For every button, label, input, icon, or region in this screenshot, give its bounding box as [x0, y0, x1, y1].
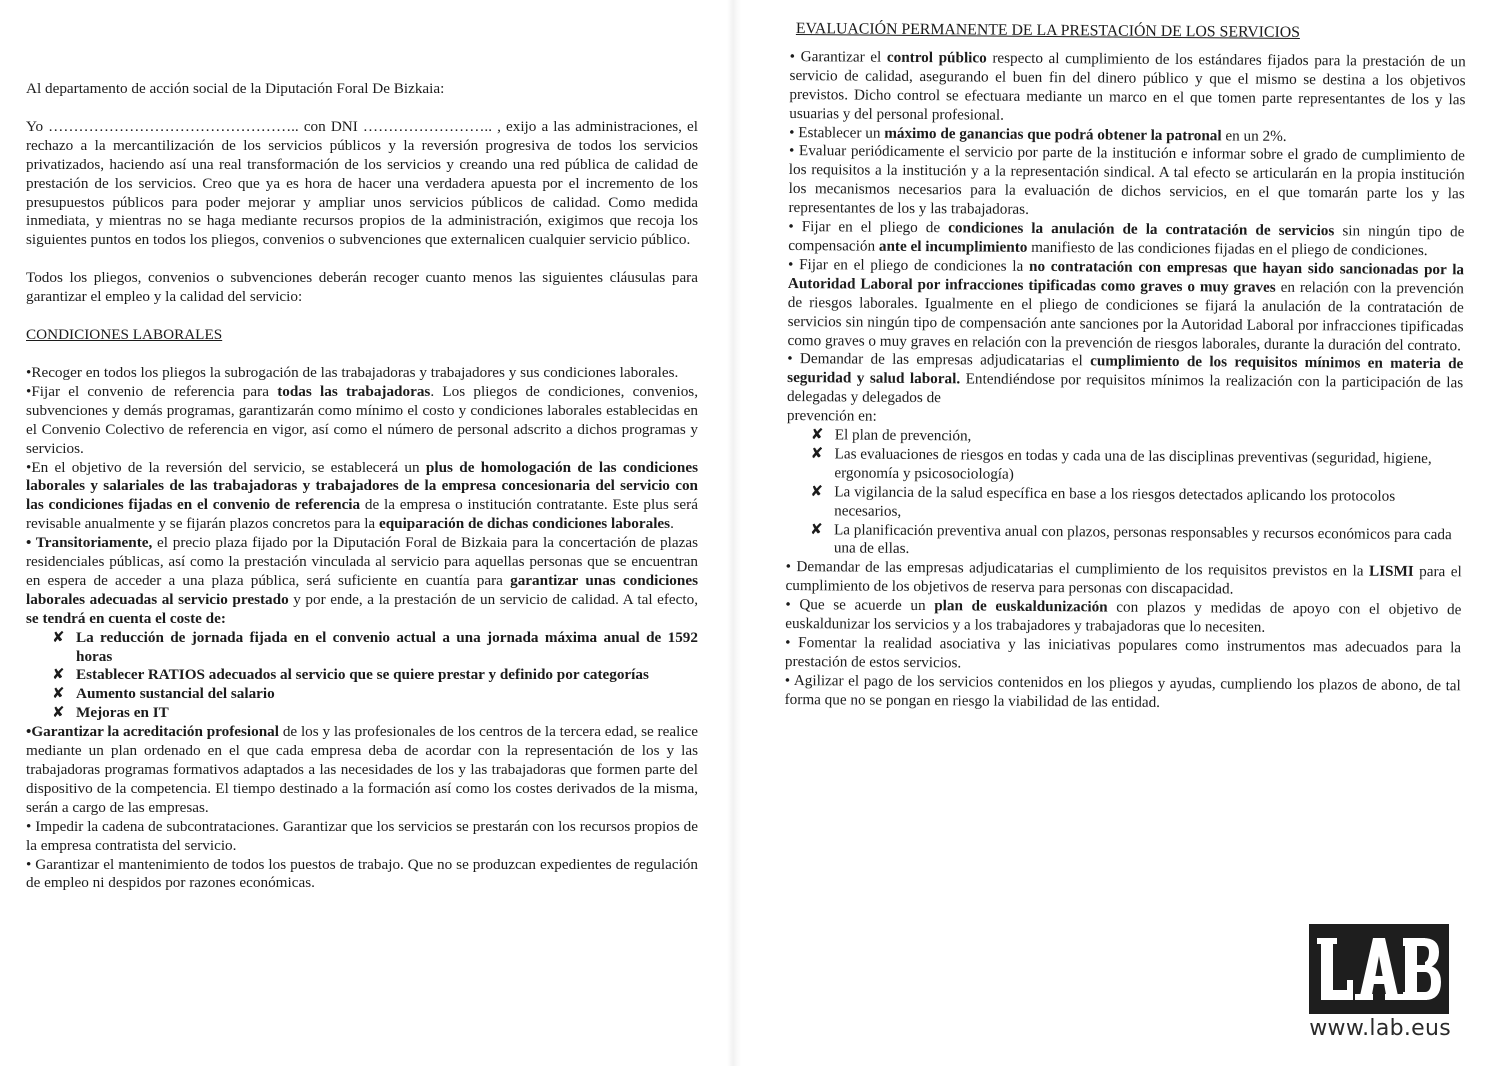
- list-item: ✘ La reducción de jornada fijada en el convenio actual a una jornada máxima anual de 1592 horas: [52, 628, 698, 665]
- page-fold: [727, 0, 741, 1066]
- cross-mark-icon: ✘: [52, 704, 65, 722]
- cost-list: [26, 629, 698, 724]
- clause-jobs: • Garantizar el mantenimiento de todos los puestos de trabajo. Que no se produzcan expedientes de regulación de empleo ni despidos por razones económicas.: [26, 855, 698, 892]
- clause-associations: • Fomentar la realidad asociativa y las iniciativas populares como instrumentos mas adecuados para la prestación de estos servicios.: [784, 633, 1462, 672]
- clause-payments: • Agilizar el pago de los servicios contenidos en los pliegos y ayudas, cumpliendo los plazos de abono, de tal forma que no se pongan en riesgo la viabilidad de las entidad.: [784, 671, 1461, 711]
- cross-mark-icon: ✘: [52, 666, 65, 684]
- cross-mark-icon: ✘: [52, 628, 65, 646]
- cross-mark-icon: ✘: [810, 426, 824, 444]
- evaluation-heading: EVALUACIÓN PERMANENTE DE LA PRESTACIÓN DE LOS SERVICIOS: [795, 20, 1300, 42]
- clause-subrogation: •Recoger en todos los pliegos la subrogación de las trabajadoras y trabajadores y sus condiciones laborales.: [26, 363, 679, 381]
- prevention-list: [786, 426, 1463, 564]
- list-item: ✘ Aumento sustancial del salario: [52, 685, 275, 703]
- recipient-line: Al departamento de acción social de la Diputación Foral De Bizkaia:: [26, 80, 445, 97]
- list-item: ✘ Las evaluaciones de riesgos en todas y cada una de las disciplinas preventivas (seguridad, higiene, ergonomía y psicosociología): [810, 445, 1432, 483]
- cross-mark-icon: ✘: [52, 685, 65, 703]
- intro-paragraph: Yo ………………………………………….. con DNI …………………….. , exijo a las administraciones, el rechazo a la mercantilización de los servicios públicos y la reversión progresiva de todos los servicios privatizados, haciendo así una real transformación de los servicios y creando una red pública de calidad de prestación de los servicios. Creo que ya es hora de hacer una verdadera apuesta por el incremento de los presupuestos públicos para poder mejorar y ampliar unos servicios públicos de calidad. Como medida inmediata, y mientras no se haga mediante recursos propios de la administración, exigimos que recoja los siguientes puntos en todos los pliegos, convenios o subvenciones que externalicen cualquier servicio público.: [26, 117, 698, 249]
- clause-lismi: • Demandar de las empresas adjudicatarias el cumplimiento de los requisitos previstos en la LISMI para el cumplimiento de los objetivos de reserva para personas con discapacidad.: [785, 558, 1462, 598]
- clause-accreditation: •Garantizar la acreditación profesional de los y las profesionales de los centros de la tercera edad, se realice mediante un plan ordenado en el que cada empresa deba de acordar con la representación de los y las trabajadoras programas formativos adaptados a las necesidades de los y las trabajadoras que formen parte del dispositivo de la competencia. El tiempo destinado a la formación así como los costes derivados de la misma, serán a cargo de las empresas.: [26, 723, 698, 816]
- clause-safety-prevention: prevención en:: [786, 407, 877, 425]
- list-item: ✘ La vigilancia de la salud específica en base a los riesgos detectados aplicando los protocolos necesarios,: [810, 482, 1396, 520]
- clause-transitory: • Transitoriamente, el precio plaza fijado por la Diputación Foral de Bizkaia para la concertación de plazas residenciales públicas, así como la prestación vinculada al servicio para aquellas personas que se encuentran en espera de acceder a una plaza pública, será suficiente en cuantía para garantizar unas condiciones laborales adecuadas al servicio prestado y por ende, a la prestación de un servicio de calidad. A tal efecto, se tendrá en cuenta el coste de:: [26, 534, 699, 627]
- clause-public-control: • Garantizar el control público respecto al cumplimiento de los estándares fijados para la prestación de un servicio de calidad, asegurando el buen fin del dinero público y que el mismo se destina a los objetivos previstos. Dicho control se efectuara mediante un marco en el que tomen parte representantes de los y las usuarias y del personal profesional.: [789, 47, 1466, 124]
- list-item: ✘ Mejoras en IT: [52, 704, 169, 722]
- section-heading: CONDICIONES LABORALES: [26, 326, 223, 344]
- lab-logo-icon: [1315, 930, 1443, 1008]
- clause-homologation: •En el objetivo de la reversión del servicio, se establecerá un plus de homologación de las condiciones laborales y salariales de las trabajadoras y trabajadores de la empresa concesionaria del servicio con las condiciones fijadas en el convenio de referencia de la empresa o institución contratante. Este plus será revisable anualmente y se fijarán plazos concretos para la equiparación de dichas condiciones laborales.: [26, 458, 698, 533]
- cross-mark-icon: ✘: [810, 482, 824, 501]
- website-url: www.lab.eus: [1309, 1016, 1451, 1041]
- clauses-intro: Todos los pliegos, convenios o subvenciones deberán recoger cuanto menos las siguientes cláusulas para garantizar el empleo y la calidad del servicio:: [26, 269, 698, 306]
- clause-evaluate: • Evaluar periódicamente el servicio por parte de la institución e informar sobre el grado de cumplimiento de los requisitos a la institución y a la representación sindical. A tal efecto se articularán en la propia institución los mecanismos necesarios para la evaluación de dichos servicios, en el que tomarán parte los y las representantes de los y las trabajadoras.: [788, 142, 1466, 219]
- clause-sanctioned: • Fijar en el pliego de condiciones la no contratación con empresas que hayan sido sancionadas por la Autoridad Laboral por infracciones tipificadas como graves o muy graves en relación con la prevención de riesgos laborales. Igualmente en el pliego de condiciones se fijará la anulación de la contratación de servicios sin ningún tipo de compensación ante sanciones por la Autoridad Laboral por infracciones tipificadas como graves o muy graves en relación con la prevención de riesgos laborales, durante la duración del contrato.: [787, 255, 1465, 354]
- lab-logo-mark: [1309, 924, 1449, 1014]
- cross-mark-icon: ✘: [810, 445, 824, 463]
- list-item: ✘ La planificación preventiva anual con plazos, personas responsables y recursos económicos para cada una de ellas.: [809, 520, 1452, 558]
- clause-reference-agreement: •Fijar el convenio de referencia para todas las trabajadoras. Los pliegos de condiciones, convenios, subvenciones y demás programas, garantizarán como mínimo el costo y condiciones laborales establecidas en el Convenio Colectivo de referencia en vigor, así como el número de personal adscrito a dichos programas y servicios.: [26, 382, 699, 457]
- clause-subcontracting: • Impedir la cadena de subcontrataciones. Garantizar que los servicios se prestarán con los recursos propios de la empresa contratista del servicio.: [26, 817, 698, 854]
- clause-max-profit: • Establecer un máximo de ganancias que podrá obtener la patronal en un 2%.: [789, 123, 1287, 145]
- clause-annulment: • Fijar en el pliego de condiciones la anulación de la contratación de servicios sin ningún tipo de compensación ante el incumplimiento manifiesto de las condiciones fijadas en el pliego de condiciones.: [788, 218, 1465, 259]
- clause-safety: • Demandar de las empresas adjudicatarias el cumplimiento de los requisitos mínimos en materia de seguridad y salud laboral. Entendiéndose por requisitos mínimos la realización con la participación de las delegadas y delegados de: [786, 350, 1464, 407]
- clause-euskaldunization: • Que se acuerde un plan de euskaldunización con plazos y medidas de apoyo con el objetivo de euskaldunizar los servicios y a los trabajadores y trabajadoras que lo necesiten.: [785, 596, 1462, 636]
- left-page: [26, 80, 698, 893]
- list-item: ✘ Establecer RATIOS adecuados al servicio que se quiere prestar y definido por categorías: [52, 666, 649, 684]
- right-page: [785, 20, 1466, 715]
- list-item: ✘ El plan de prevención,: [810, 426, 972, 445]
- lab-logo: [1309, 924, 1451, 1041]
- cross-mark-icon: ✘: [809, 520, 823, 538]
